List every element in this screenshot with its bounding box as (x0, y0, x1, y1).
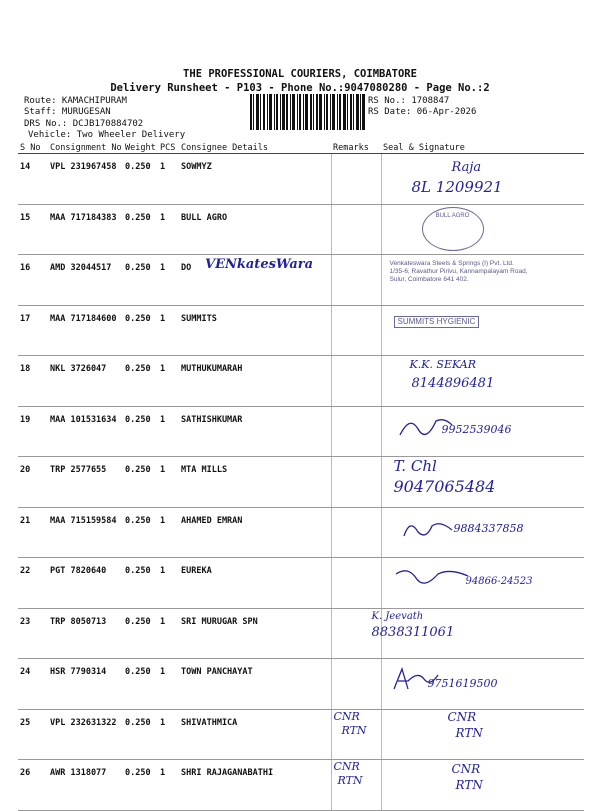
stamp-line: Venkateswara Steels & Springs (I) Pvt. Ltd. (389, 260, 514, 267)
pcs: 1 (158, 204, 179, 255)
table-row (18, 558, 584, 609)
table-row (18, 457, 584, 508)
staff: Staff: MURUGESAN (24, 107, 111, 117)
consignee: MTA MILLS (179, 457, 331, 508)
signature-cell (381, 558, 584, 609)
signature-cell (371, 608, 584, 659)
signature-cell (381, 255, 584, 306)
stamp-line: 1/35-6, Ravathur Pirivu, Kannampalayam Road, (389, 268, 528, 275)
col-weight: Weight (123, 143, 158, 154)
consignee: SHIVATHMICA (179, 709, 331, 760)
pcs: 1 (158, 507, 179, 558)
company-stamp (390, 260, 528, 284)
weight: 0.250 (123, 507, 158, 558)
barcode (250, 94, 365, 130)
remarks (331, 558, 381, 609)
consignee: BULL AGRO (179, 204, 331, 255)
signature-cell (381, 154, 584, 205)
handwritten-number: 94866-24523 (465, 576, 533, 587)
remarks (331, 406, 381, 457)
table-row (18, 709, 584, 760)
consignee: SUMMITS (179, 305, 331, 356)
col-remarks: Remarks (331, 143, 381, 154)
weight: 0.250 (123, 154, 158, 205)
signature-cell (381, 457, 584, 508)
signature-cell (381, 305, 584, 356)
remark-rtn: RTN (341, 723, 367, 737)
remarks (331, 305, 381, 356)
consignment-no: MAA 101531634 (48, 406, 123, 457)
table-row (18, 608, 584, 659)
consignee: AHAMED EMRAN (179, 507, 331, 558)
remarks (331, 507, 381, 558)
company-stamp: SUMMITS HYGIENIC (394, 316, 480, 328)
consignment-no: PGT 7820640 (48, 558, 123, 609)
handwritten-name: K.K. SEKAR (409, 358, 476, 371)
rs-date: RS Date: 06-Apr-2026 (368, 107, 477, 117)
consignee: SHRI RAJAGANABATHI (179, 760, 331, 811)
pcs: 1 (158, 760, 179, 811)
col-sno: S No (18, 143, 48, 154)
col-consignment: Consignment No (50, 143, 122, 153)
runsheet-title: Delivery Runsheet - P103 - Phone No.:9047080280 - Page No.:2 (110, 82, 490, 94)
table-header (18, 143, 584, 154)
consignee: SOWMYZ (179, 154, 331, 205)
col-pcs: PCS (158, 143, 179, 154)
consignment-no: NKL 3726047 (48, 356, 123, 407)
consignee (179, 255, 331, 306)
handwritten-number: 8838311061 (371, 624, 455, 640)
sno: 25 (18, 709, 48, 760)
weight: 0.250 (123, 204, 158, 255)
consignment-no: TRP 8050713 (48, 608, 123, 659)
signature-cell (381, 356, 584, 407)
remarks (331, 760, 381, 811)
handwritten-signature: T. Chl (393, 457, 437, 475)
pcs: 1 (158, 558, 179, 609)
sno: 23 (18, 608, 48, 659)
signature-cell (381, 709, 584, 760)
table-row (18, 507, 584, 558)
company-stamp: BULL AGRO (422, 207, 484, 251)
consignment-no: MAA 717184383 (48, 204, 123, 255)
handwritten-number: 9751619500 (427, 677, 498, 690)
handwritten-number: 9884337858 (453, 521, 524, 535)
rs-number: RS No.: 1708847 (368, 96, 450, 106)
sno: 18 (18, 356, 48, 407)
signature-scribble (400, 516, 460, 542)
sno: 21 (18, 507, 48, 558)
pcs: 1 (158, 608, 179, 659)
pcs: 1 (158, 154, 179, 205)
remark-cnr: CNR (333, 709, 360, 723)
consignee: EUREKA (179, 558, 331, 609)
signature-cell (381, 659, 584, 710)
stamp-line: Sulur, Coimbatore 641 402. (389, 276, 469, 283)
weight: 0.250 (123, 406, 158, 457)
sno: 26 (18, 760, 48, 811)
consignee-text: DO (181, 263, 192, 273)
remarks (331, 659, 381, 710)
weight: 0.250 (123, 255, 158, 306)
remark-rtn: RTN (337, 774, 363, 787)
consignment-no: VPL 232631322 (48, 709, 123, 760)
weight: 0.250 (123, 659, 158, 710)
sno: 17 (18, 305, 48, 356)
pcs: 1 (158, 457, 179, 508)
table-row (18, 255, 584, 306)
consignment-no: MAA 715159584 (48, 507, 123, 558)
handwritten-number: 9047065484 (393, 477, 496, 496)
remarks (331, 255, 381, 306)
remarks (331, 204, 381, 255)
sno: 19 (18, 406, 48, 457)
weight: 0.250 (123, 760, 158, 811)
handwritten-rtn: RTN (455, 725, 483, 740)
pcs: 1 (158, 659, 179, 710)
remarks (331, 154, 381, 205)
remarks (331, 709, 381, 760)
table-row (18, 305, 584, 356)
sno: 15 (18, 204, 48, 255)
sno: 14 (18, 154, 48, 205)
consignee: MUTHUKUMARAH (179, 356, 331, 407)
signature-cell (381, 204, 584, 255)
table-row (18, 204, 584, 255)
consignment-no: AWR 1318077 (48, 760, 123, 811)
pcs: 1 (158, 406, 179, 457)
table-row (18, 356, 584, 407)
table-row (18, 760, 584, 811)
remark-cnr: CNR (333, 760, 360, 773)
remarks (331, 356, 381, 407)
handwritten-cnr: CNR (447, 709, 477, 724)
sno: 24 (18, 659, 48, 710)
table-row (18, 154, 584, 205)
handwritten-cnr: CNR (451, 762, 481, 776)
handwritten-signature: Raja (451, 160, 482, 175)
weight: 0.250 (123, 457, 158, 508)
runsheet-table (18, 143, 584, 811)
consignment-no: VPL 231967458 (48, 154, 123, 205)
signature-cell (381, 507, 584, 558)
company-title: THE PROFESSIONAL COURIERS, COIMBATORE (183, 68, 417, 80)
handwritten-number: 8L 1209921 (411, 178, 503, 196)
pcs: 1 (158, 356, 179, 407)
weight: 0.250 (123, 305, 158, 356)
pcs: 1 (158, 305, 179, 356)
pcs: 1 (158, 709, 179, 760)
weight: 0.250 (123, 356, 158, 407)
col-consignee: Consignee Details (179, 143, 331, 154)
route: Route: KAMACHIPURAM (24, 96, 127, 106)
table-row (18, 659, 584, 710)
handwritten-number: 8144896481 (411, 376, 495, 391)
handwritten-number: 9952539046 (441, 422, 512, 436)
signature-scribble (392, 564, 472, 590)
sno: 20 (18, 457, 48, 508)
drs-number: DRS No.: DCJB170884702 (24, 119, 144, 129)
consignment-no: MAA 717184600 (48, 305, 123, 356)
sno: 22 (18, 558, 48, 609)
handwritten-rtn: RTN (455, 778, 483, 792)
weight: 0.250 (123, 709, 158, 760)
consignee: TOWN PANCHAYAT (179, 659, 331, 710)
vehicle: Vehicle: Two Wheeler Delivery (28, 130, 186, 140)
pcs: 1 (158, 255, 179, 306)
col-signature: Seal & Signature (381, 143, 584, 154)
consignment-no: AMD 32044517 (48, 255, 123, 306)
signature-cell (381, 760, 584, 811)
weight: 0.250 (123, 608, 158, 659)
handwritten-consignee: VENkatesWara (205, 257, 314, 272)
remarks (331, 457, 381, 508)
signature-cell (381, 406, 584, 457)
consignee: SRI MURUGAR SPN (179, 608, 331, 659)
table-row (18, 406, 584, 457)
sno: 16 (18, 255, 48, 306)
handwritten-name: K. Jeevath (371, 610, 424, 622)
weight: 0.250 (123, 558, 158, 609)
consignee: SATHISHKUMAR (179, 406, 331, 457)
consignment-no: HSR 7790314 (48, 659, 123, 710)
consignment-no: TRP 2577655 (48, 457, 123, 508)
